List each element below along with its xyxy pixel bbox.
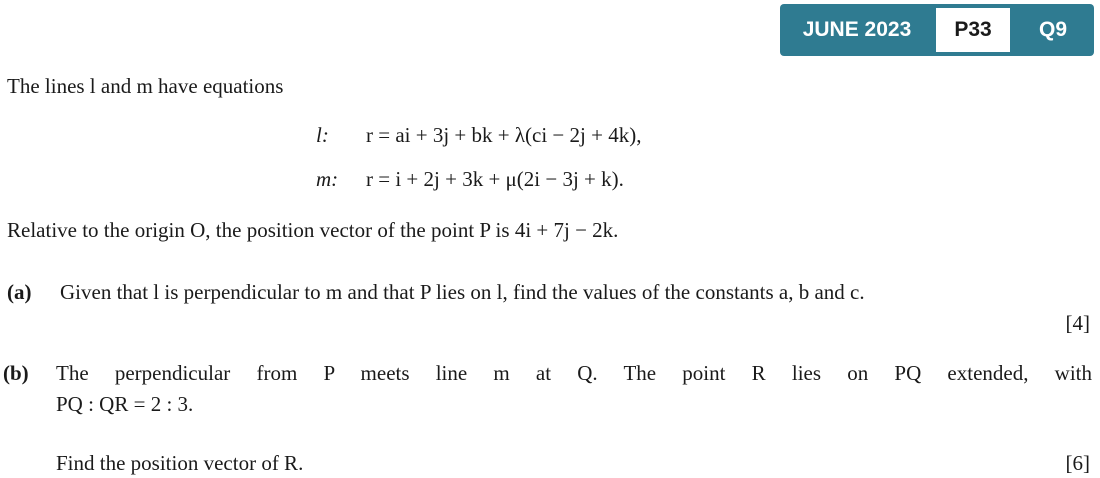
intro-text: The lines l and m have equations: [7, 74, 284, 98]
part-a-marks: [4]: [1065, 311, 1090, 335]
line-m-equation: r = i + 2j + 3k + μ(2i − 3j + k).: [366, 167, 624, 191]
exam-date-label: JUNE 2023: [802, 18, 912, 41]
position-statement: Relative to the origin O, the position vector of the point P is 4i + 7j − 2k.: [7, 218, 619, 242]
part-b-text-line1: The perpendicular from P meets line m at Q. The point R lies on PQ extended, with: [56, 361, 1092, 385]
part-b-find-text: Find the position vector of R.: [56, 451, 304, 475]
part-b-marks: [6]: [1065, 451, 1090, 475]
paper-code-label: P33: [936, 8, 1010, 52]
part-b-text-line2: PQ : QR = 2 : 3.: [56, 392, 194, 416]
part-a-label: (a): [7, 280, 32, 304]
question-badge: [780, 4, 1094, 56]
question-number-label: Q9: [1038, 18, 1067, 41]
line-l-equation: r = ai + 3j + bk + λ(ci − 2j + 4k),: [366, 123, 642, 147]
part-a-text: Given that l is perpendicular to m and that P lies on l, find the values of the constants a, b and c.: [60, 280, 865, 304]
part-b-label: (b): [3, 361, 29, 385]
line-l-label: l:: [316, 123, 329, 147]
line-m-label: m:: [316, 167, 339, 191]
